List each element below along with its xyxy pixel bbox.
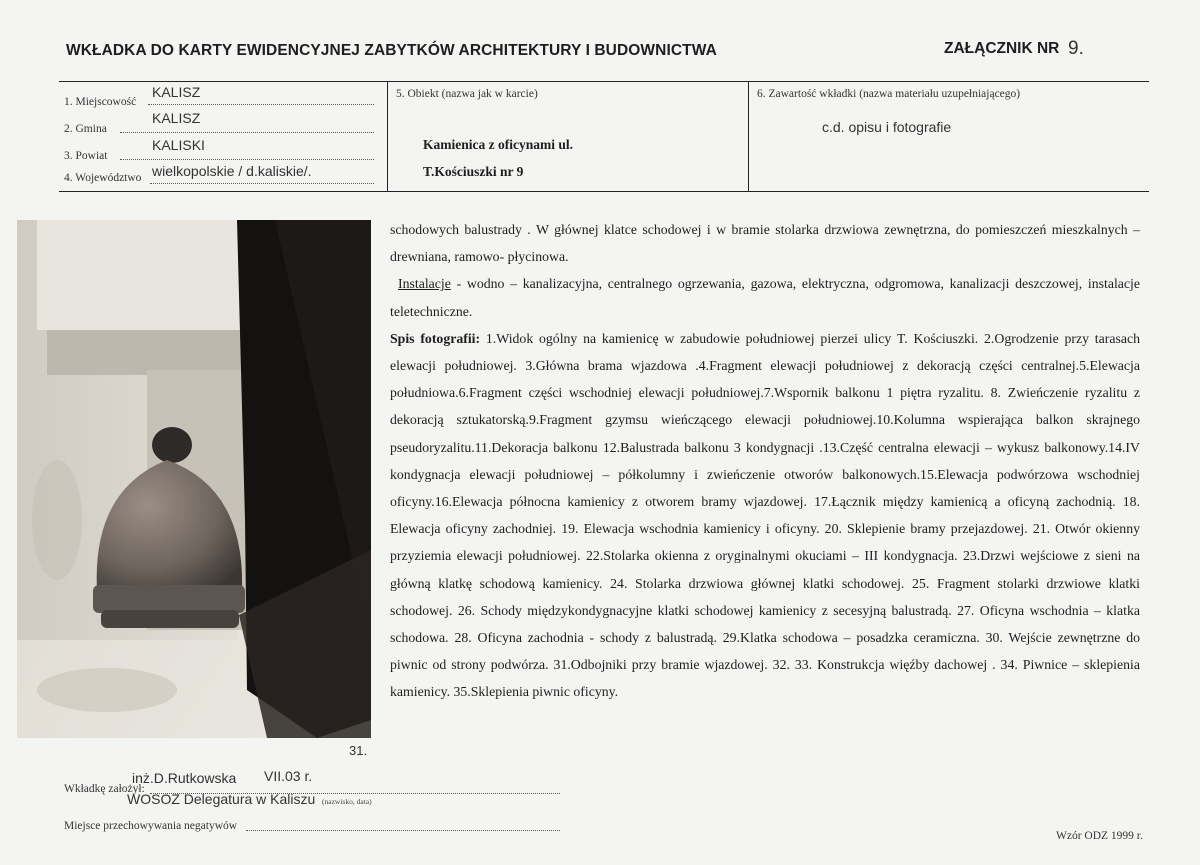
gmina-label: 2. Gmina: [64, 123, 107, 135]
column-divider-2: [748, 81, 749, 191]
author-date: VII.03 r.: [264, 768, 313, 784]
gmina-value: KALISZ: [152, 110, 201, 126]
wojewodztwo-dotline: [150, 183, 374, 184]
installations-text: - wodno – kanalizacyjna, centralnego ogrzewania, gazowa, elektryczna, odgromowa, kanalizacji deszczowej, instalacje teletechniczne.: [390, 276, 1140, 319]
table-bottom-rule: [59, 191, 1149, 192]
photo-number: 31.: [349, 743, 368, 758]
photo-list-text: 1.Widok ogólny na kamienicę w zabudowie południowej pierzei ulicy T. Kościuszki. 2.Ogrodzenie przy tarasach elewacji południowej. 3.Główna brama wjazdowa .4.Fragment elewacji południowej z dekoracją części centralnej.5.Elewacja południowa.6.Fragment części wschodniej elewacji południowej.7.Wspornik balkonu 1 piętra ryzalitu. 8. Zwieńczenie ryzalitu z dekoracją sztukatorską.9.Fragment gzymsu wieńczącego elewacji południowej.10.Kolumna wspierająca balkon skrajnego pseudoryzalitu.11.Dekoracja balkonu 12.Balustrada balkonu 3 kondygnacji .13.Część centralna elewacji – wykusz balkonowy.14.IV kondygnacja elewacji południowej – półkolumny i zwieńczenie otworów balkonowych.15.Elewacja podwórzowa wschodniej oficyny.16.Elewacja północna kamienicy z otworem bramy wjazdowej. 17.Łącznik między kamienicą a oficyną zachodnią. 18. Elewacja oficyny zachodniej. 19. Elewacja wschodnia kamienicy i oficyny. 20. Sklepienie bramy przejazdowej. 21. Otwór okienny przyziemia elewacji południowej. 22.Stolarka okienna z oryginalnymi okuciami – III kondygnacja. 23.Drzwi wejściowe z sieni na główną klatkę schodową kamienicy. 24. Stolarka drzwiowa głównej klatki schodowej. 25. Fragment stolarki drzwiowe klatki schodowej. 26. Schody międzykondygnacyjne klatki schodowej kamienicy z secesyjną balustradą. 27. Oficyna wschodnia – klatka schodowa. 28. Oficyna zachodnia - schody z balustradą. 29.Klatka schodowa – posadzka ceramiczna. 30. Wejście zewnętrzne do piwnic od strony podwórza. 31.Odbojniki przy bramie wjazdowej. 32. 33. Konstrukcja więźby dachowej . 34. Piwnice – sklepienia kamienicy. 35.Sklepienia piwnic oficyny.: [390, 330, 1140, 700]
description-text: [390, 216, 1140, 706]
annex-number: 9.: [1068, 38, 1084, 59]
zawartosc-value: c.d. opisu i fotografie: [822, 119, 952, 135]
obiekt-label: 5. Obiekt (nazwa jak w karcie): [396, 88, 538, 100]
gmina-dotline: [120, 132, 374, 133]
column-divider-1: [387, 81, 388, 191]
miejscowosc-value: KALISZ: [152, 84, 201, 100]
paragraph-installations: [390, 270, 1140, 324]
annex-label: ZAŁĄCZNIK NR: [944, 40, 1060, 57]
powiat-value: KALISKI: [152, 137, 205, 153]
wojewodztwo-label: 4. Województwo: [64, 172, 142, 184]
paragraph-photo-list: [390, 325, 1140, 706]
installations-label: Instalacje: [398, 276, 451, 292]
powiat-dotline: [120, 159, 374, 160]
author-hint: (nazwisko, data): [322, 797, 372, 806]
miejscowosc-label: 1. Miejscowość: [64, 96, 137, 108]
powiat-label: 3. Powiat: [64, 150, 108, 162]
form-title: WKŁADKA DO KARTY EWIDENCYJNEJ ZABYTKÓW ARCHITEKTURY I BUDOWNICTWA: [66, 42, 717, 59]
negatives-dotline: [246, 830, 560, 831]
obiekt-line-1: Kamienica z oficynami ul.: [423, 137, 573, 152]
author-name: inż.D.Rutkowska: [132, 770, 237, 786]
table-top-rule: [59, 81, 1149, 82]
paragraph-woodwork: schodowych balustrady . W głównej klatce schodowej i w bramie stolarka drzwiowa zewnętrzna, do pomieszczeń mieszkalnych – drewniana, ramowo- płycinowa.: [390, 222, 1140, 265]
photo-list-label: Spis fotografii:: [390, 330, 481, 346]
obiekt-line-2: T.Kościuszki nr 9: [423, 164, 524, 179]
photo-image: [17, 220, 371, 738]
negatives-label: Miejsce przechowywania negatywów: [64, 820, 238, 832]
photograph-bollard: [17, 220, 371, 738]
zawartosc-label: 6. Zawartość wkładki (nazwa materiału uzupełniającego): [757, 88, 1021, 100]
organization: WOSOZ Delegatura w Kaliszu: [127, 791, 316, 807]
author-label: Wkładkę założył:: [64, 783, 145, 795]
wojewodztwo-value: wielkopolskie / d.kaliskie/.: [152, 163, 312, 179]
form-code: Wzór ODZ 1999 r.: [1056, 830, 1143, 842]
miejscowosc-dotline: [148, 104, 374, 105]
